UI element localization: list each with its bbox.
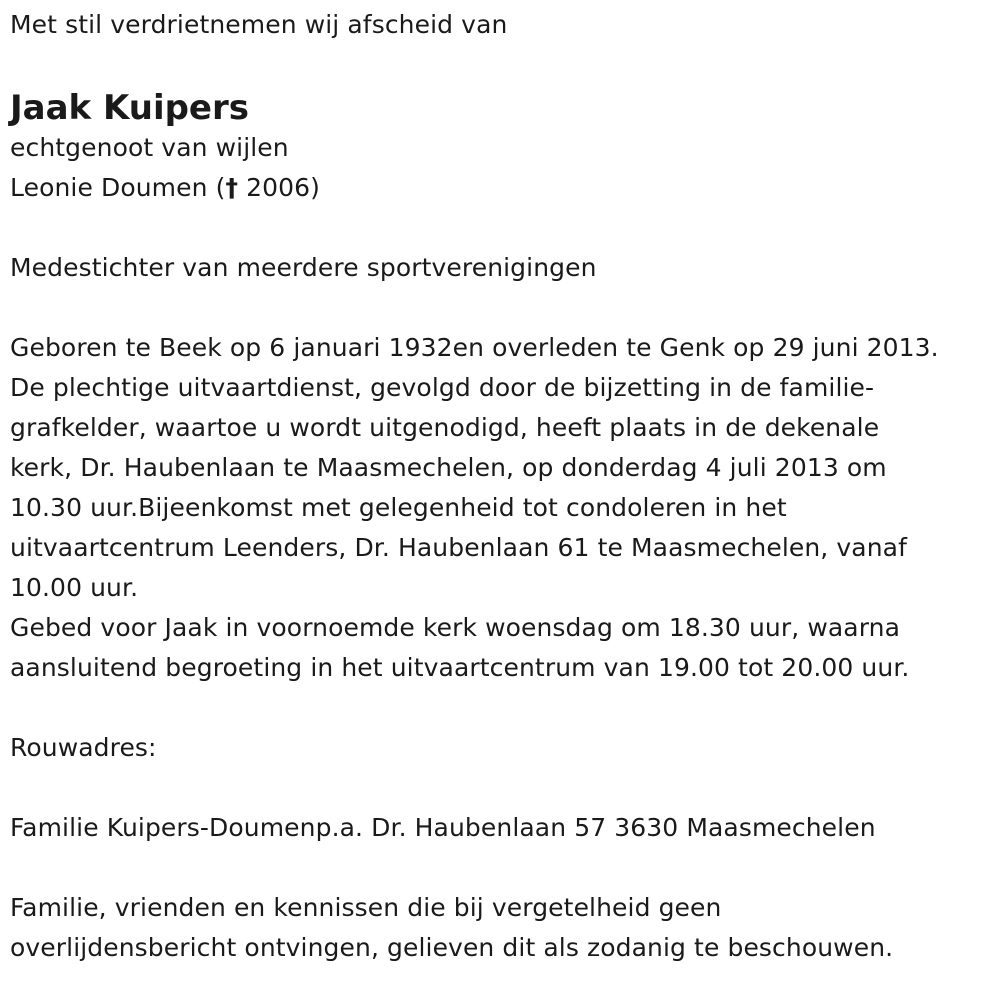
details-line: kerk, Dr. Haubenlaan te Maasmechelen, op donderdag 4 juli 2013 om [10, 453, 887, 482]
closing-line: overlijdensbericht ontvingen, gelieven dit als zodanig te beschouwen. [10, 933, 894, 962]
spouse-close-paren: ) [310, 173, 321, 202]
closing-paragraph [10, 888, 985, 968]
details-line: aansluitend begroeting in het uitvaartcentrum van 19.00 tot 20.00 uur. [10, 653, 910, 682]
spouse-death-year: 2006 [246, 173, 311, 202]
details-line: De plechtige uitvaartdienst, gevolgd door de bijzetting in de familie- [10, 373, 875, 402]
details-line: 10.00 uur. [10, 573, 139, 602]
details-line: grafkelder, waartoe u wordt uitgenodigd, heeft plaats in de dekenale [10, 413, 880, 442]
role-text: Medestichter van meerdere sportverenigingen [10, 253, 597, 282]
details-paragraph [10, 328, 985, 688]
spouse-relation: echtgenoot van wijlen [10, 133, 289, 162]
details-line: uitvaartcentrum Leenders, Dr. Haubenlaan 61 te Maasmechelen, vanaf [10, 533, 907, 562]
address-text: Familie Kuipers-Doumenp.a. Dr. Haubenlaan 57 3630 Maasmechelen [10, 813, 876, 842]
closing-line: Familie, vrienden en kennissen die bij vergetelheid geen [10, 893, 722, 922]
details-line: 10.30 uur.Bijeenkomst met gelegenheid tot condoleren in het [10, 493, 787, 522]
spouse-name: Leonie Doumen [10, 173, 208, 202]
address-label: Rouwadres: [10, 733, 157, 762]
deceased-name: Jaak Kuipers [10, 88, 249, 128]
intro-text: Met stil verdrietnemen wij afscheid van [10, 10, 508, 39]
obituary-notice [10, 0, 985, 968]
spouse-open-paren: ( [215, 173, 226, 202]
details-line: Gebed voor Jaak in voornoemde kerk woensdag om 18.30 uur, waarna [10, 613, 901, 642]
spouse-line [10, 168, 985, 208]
details-line: Geboren te Beek op 6 januari 1932en overleden te Genk op 29 juni 2013. [10, 333, 939, 362]
cross-icon: † [225, 173, 239, 202]
